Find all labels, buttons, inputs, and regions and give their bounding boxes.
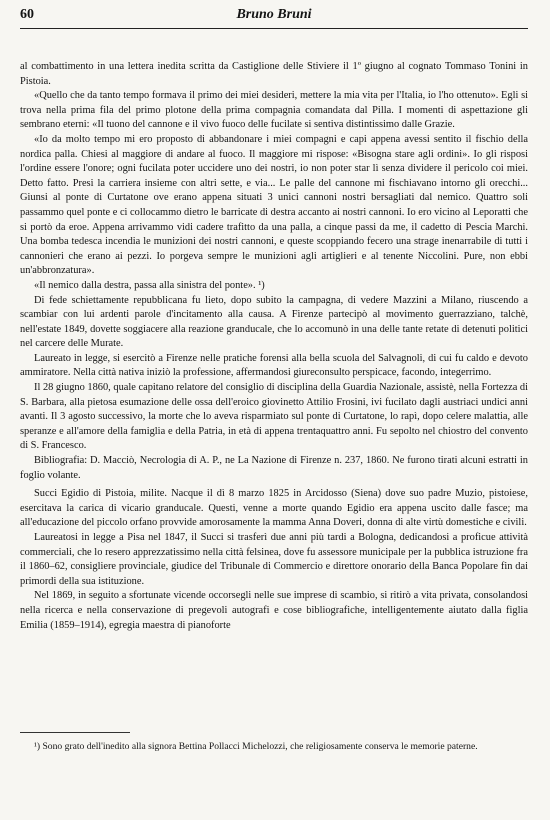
footnote	[20, 740, 528, 754]
header-rule	[20, 28, 528, 29]
page-body	[20, 60, 528, 633]
footnote-text: ¹) Sono grato dell'inedito alla signora Bettina Pollacci Michelozzi, che religiosamente conserva le memorie paterne.	[34, 741, 478, 752]
page-number: 60	[20, 7, 34, 22]
footnote-rule	[20, 732, 130, 733]
paragraph: Laureato in legge, si esercitò a Firenze nelle pratiche forensi alla bella scuola del Salvagnoli, di cui fu caldo e devoto ammiratore. Nella città nativa iniziò la professione, affermandosi giureconsulto perspicace, facondo, integerrimo.	[20, 352, 528, 379]
paragraph: Nel 1869, in seguito a sfortunate vicende occorsegli nelle sue imprese di scambio, si ritirò a vita privata, consolandosi nella ricerca e nella conservazione di pregevoli autografi e cose bibliografiche, intelligentemente aiutato dalla figlia Emilia (1859–1914), egregia maestra di pianoforte	[20, 590, 528, 631]
paragraph: «Il nemico dalla destra, passa alla sinistra del ponte». ¹)	[34, 279, 265, 291]
paragraph: al combattimento in una lettera inedita scritta da Castiglione delle Stiviere il 1º giugno al cognato Tommaso Tonini in Pistoia.	[20, 61, 528, 87]
paragraph: Il 28 giugno 1860, quale capitano relatore del consiglio di disciplina della Guardia Nazionale, assistè, nella Fortezza di S. Barbara, alla pietosa esumazione delle ossa dell'eroico giovinetto Attilio Frosini, ivi fucilato dagli austriaci undici anni avanti. Il 3 agosto successivo, la morte che lo aveva risparmiato sul ponte di Curtatone, lo rapì, dopo celere malattia, alle speranze e all'amore della famiglia e della Patria, in età di appena trentaquattro anni. Fu sepolto nel chiostro del convento di S. Francesco.	[20, 382, 528, 452]
paragraph: Bibliografia: D. Macciò, Necrologia di A. P., ne La Nazione di Firenze n. 237, 1860. Ne furono tirati alcuni estratti in foglio volante.	[20, 455, 528, 481]
running-title: Bruno Bruni	[236, 7, 312, 22]
paragraph: «Io da molto tempo mi ero proposto di abbandonare i miei compagni e capi appena avessi sentito il fischio della nordica palla. Chiesi al maggiore di andare al fuoco. Il maggiore mi rispose: «Bisogna stare agli ordini». Io gli risposi l'ordine essere l'onore; ogni fucilata poter uccidere uno dei nostri, io non poter star lì senza dividere il pericolo coi miei. Detto fatto. Presi la carriera insieme con altri sette, e via... Le palle del cannone mi fischiavano intorno gli orecchi... Giunsi al ponte di Curtatone ove erano appena situati 3 unici cannoni nostri bersagliati dal nemico. Quattro soli passammo quel ponte e ci collocammo dietro le barricate di destra accanto ai nostri cannoni. Io ero vicino al Leporatti che si portò da eroe. Appena arrivammo vidi cadere trafitto da una palla, a cinque passi da me, il cadetto di Pescia Marchi. Una bomba tedesca incendia le munizioni dei nostri cannoni, e queste scoppiando fecero una strage inenarrabile di tutti i cannonieri che erano ai pezzi. Io porgeva sempre le munizioni agli artiglieri e al tenente Niccolini. Pure, non ebbi un'abbronzatura».	[20, 133, 528, 277]
page-header	[20, 4, 528, 26]
paragraph: «Quello che da tanto tempo formava il primo dei miei desideri, mettere la mia vita per l'Italia, io l'ho ottenuto». Egli si trova nella prima fila del primo plotone della prima compagnia comandata dal Pilla. I momenti di aspettazione gli sembrano eterni: «Il tuono del cannone e il vivo fuoco delle fucilate si sentiva distintissimo dalle Grazie.	[20, 90, 528, 131]
paragraph: Laureatosi in legge a Pisa nel 1847, il Succi si trasferì due anni più tardi a Bologna, dedicandosi a proficue attività commerciali, che lo resero apprezzatissimo nella città felsinea, dove fu assessore municipale per la pubblica istruzione fra il 1860–62, consigliere provinciale, giudice del Tribunale di Commercio e direttore onorario della Banca Popolare fin dai primordi della sua istituzione.	[20, 532, 528, 587]
paragraph: Di fede schiettamente repubblicana fu lieto, dopo subito la campagna, di vedere Mazzini a Milano, riuscendo a scambiar con lui ardenti parole d'incitamento alla causa. A Firenze partecipò al movimento guerrazziano, talchè, nell'estate 1849, dovette soggiacere alla reazione granducale, che lo accomunò in una delle tante retate di detenuti politici nel carcere delle Murate.	[20, 294, 528, 350]
paragraph: Succi Egidio di Pistoia, milite. Nacque il dì 8 marzo 1825 in Arcidosso (Siena) dove suo padre Muzio, pistoiese, esercitava la carica di vicario granducale. Questi, venne a morte quando Egidio era appena uscito dalle fasce; ma all'educazione del piccolo orfano provvide amorosamente la mamma Anna Doveri, donna di alte virtù domestiche e civili.	[20, 488, 528, 529]
